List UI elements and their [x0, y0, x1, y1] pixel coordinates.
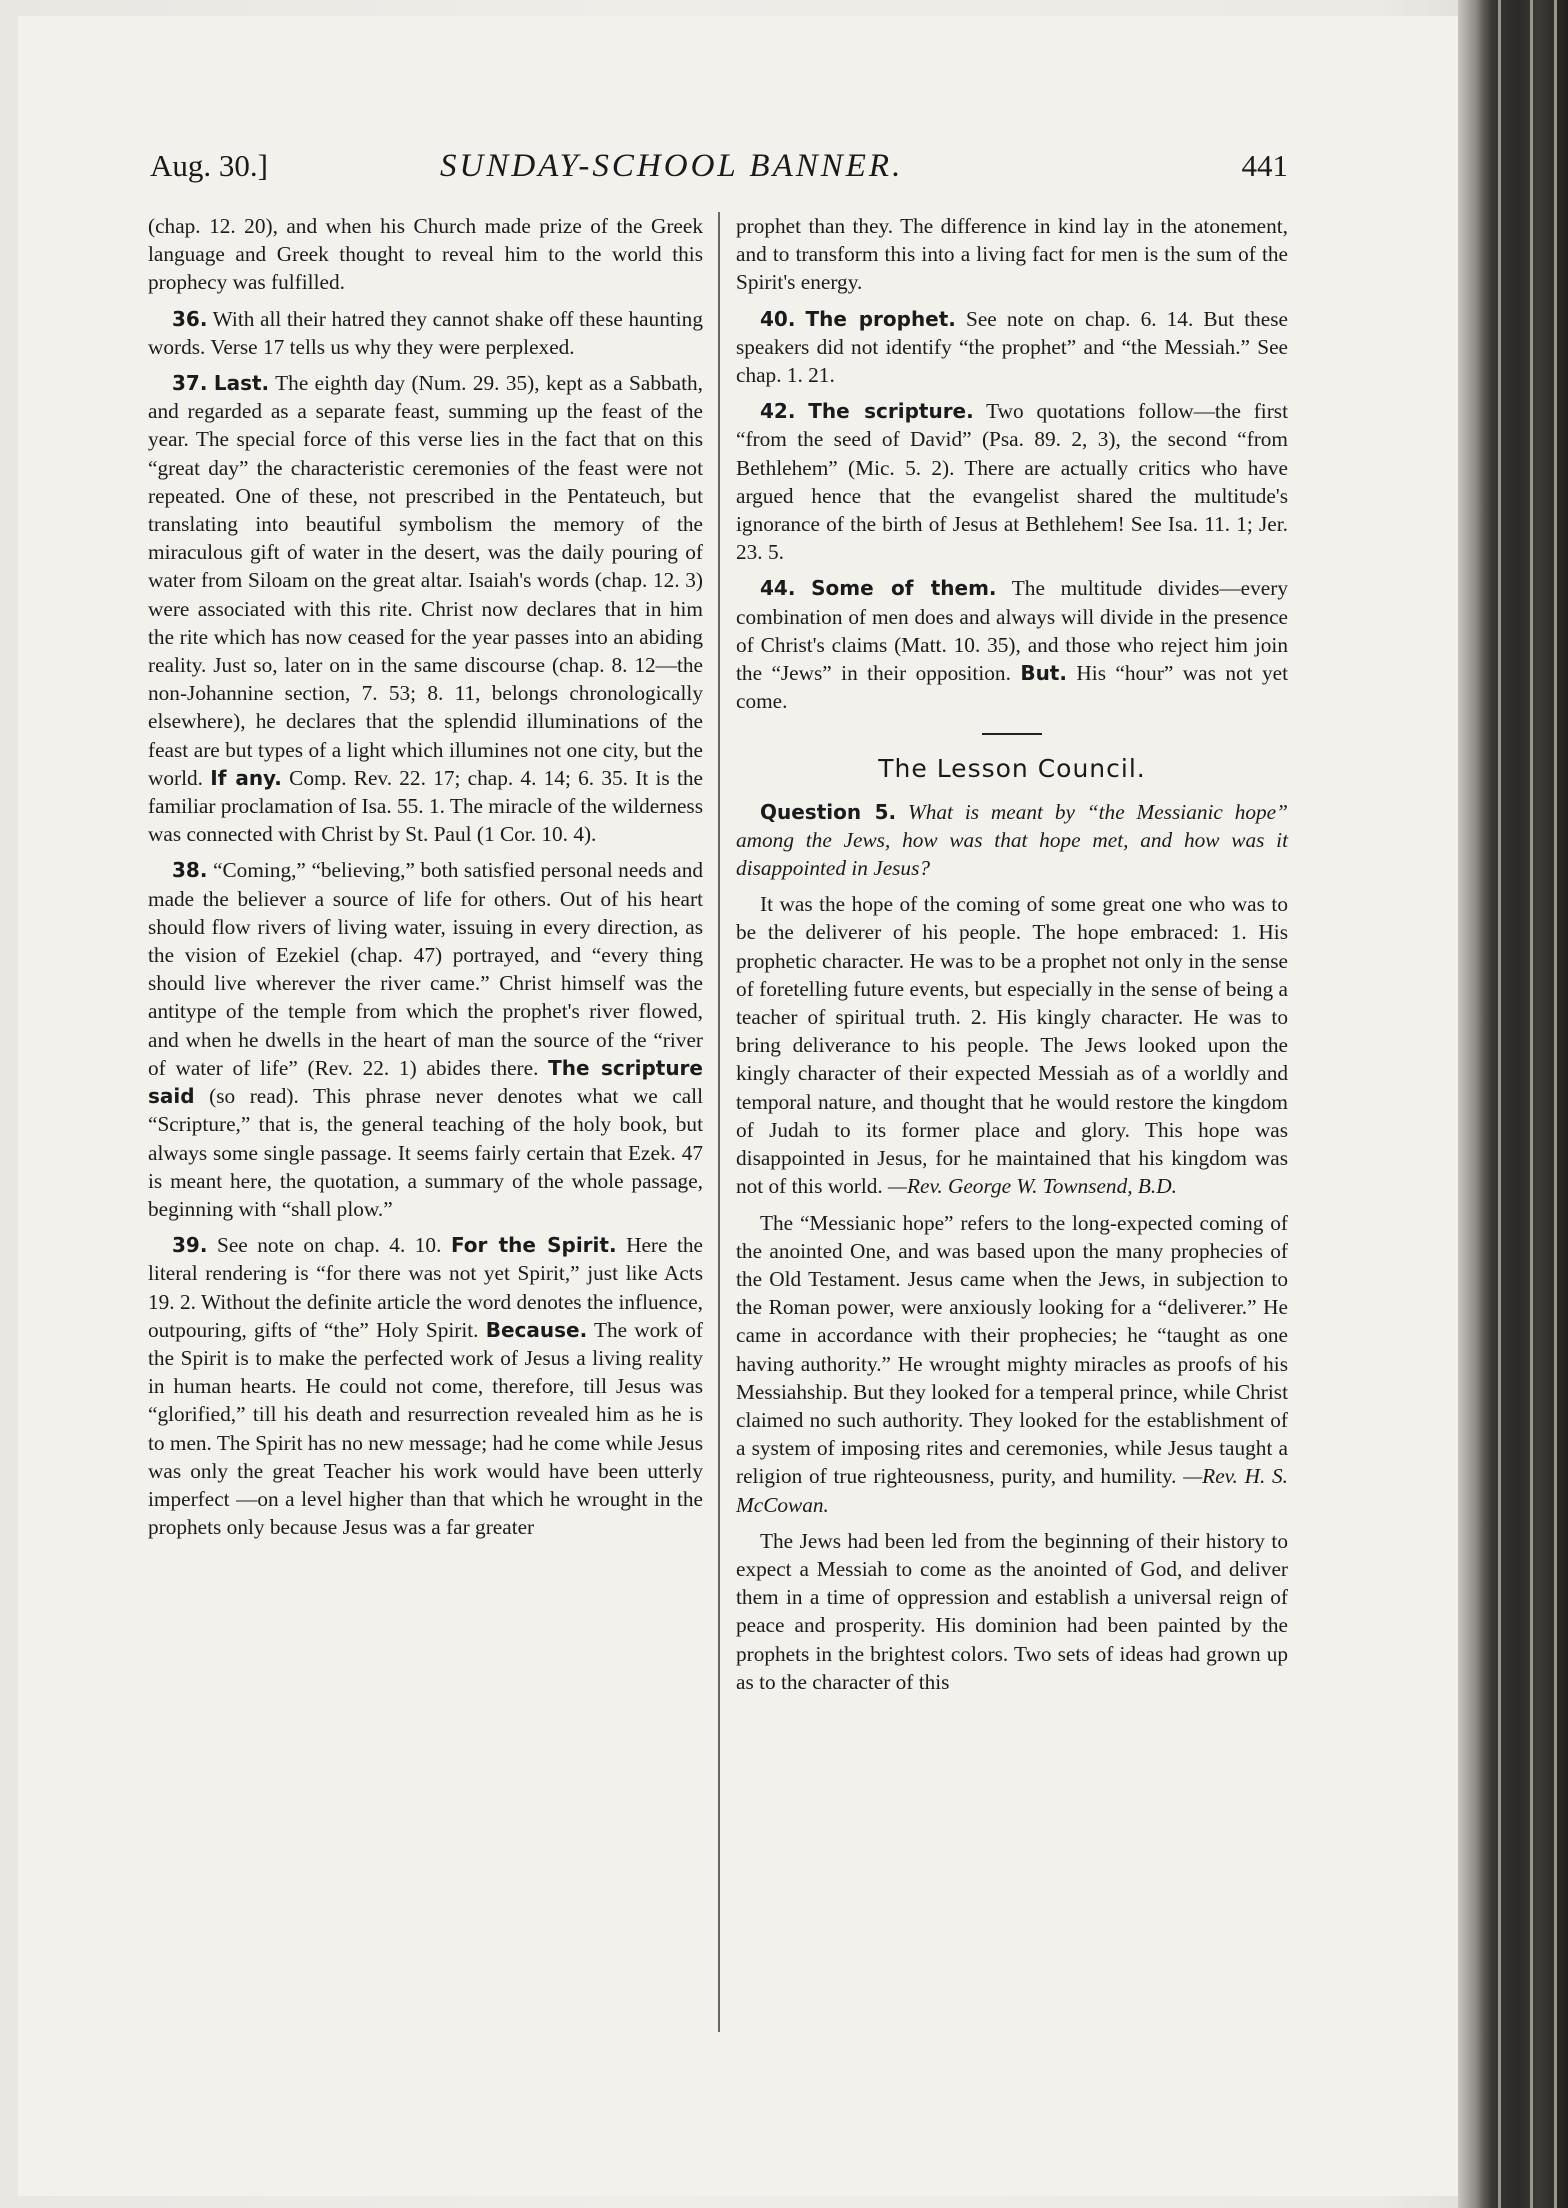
section-rule [982, 733, 1042, 735]
answer-third [736, 1527, 1288, 1696]
continued-paragraph: prophet than they. The difference in kind lay in the atonement, and to transform this into a living fact for men is the sum of the Spirit's energy. [736, 214, 1288, 295]
right-column [736, 212, 1288, 1704]
keyword: The prophet. [805, 306, 956, 331]
header-date: Aug. 30.] [150, 148, 268, 183]
verse-38-note [148, 856, 703, 1223]
keyword: The scripture said [148, 1055, 703, 1109]
keyword: For the Spirit. [450, 1233, 617, 1258]
keyword: Some of them. [811, 576, 997, 601]
verse-44-note [736, 574, 1288, 715]
note-text: His “hour” was not yet come. [736, 661, 1288, 714]
verse-42-note [736, 397, 1288, 566]
note-text: Here the literal rendering is “for there was not yet Spirit,” just like Acts 19. 2. Without the definite article the word denotes the influence, outpouring, gifts of “the” Holy Spirit. [148, 1233, 703, 1342]
note-text: The multitude divides—every combination of men does and always will divide in the presence of Christ's claims (Matt. 10. 35), and those who reject him join the “Jews” in their opposition. [736, 576, 1288, 686]
note-text: See note on chap. 4. 10. [216, 1233, 442, 1258]
note-text: With all their hatred they cannot shake off these haunting words. Verse 17 tells us why they were perplexed. [148, 306, 703, 359]
note-text: Two quotations follow—the first “from the seed of David” (Psa. 89. 2, 3), the second “from Bethlehem” (Mic. 5. 2). There are actually critics who have argued hence that the evangelist shared the multitude's ignorance of the birth of Jesus at Bethlehem! See Isa. 11. 1; Jer. 23. 5. [736, 399, 1289, 565]
answer-text: It was the hope of the coming of some great one who was to be the deliverer of his people. The hope embraced: 1. His prophetic character. He was to be a prophet not only in the sense of foretelling future events, but especially in the sense of being a teacher of spiritual truth. 2. His kingly character. He was to bring deliverance to his people. The Jews looked upon the kingly character of their expected Messiah as of a worldly and temporal nature, and thought that he would restore the kingdom of Judah to its former place and glory. This hope was disappointed in Jesus, for he maintained that his kingdom was not of this world. [736, 892, 1288, 1199]
keyword: If any. [210, 765, 282, 790]
keyword: Because. [485, 1317, 588, 1342]
note-text: “Coming,” “believing,” both satisfied personal needs and made the believer a source of life for others. Out of his heart should flow rivers of living water, issuing in every direction, as the vision of Ezekiel (chap. 47) portrayed, and “every thing should live wherever the river came.” Christ himself was the antitype of the temple from which the prophet's river flowed, and when he dwells in the heart of man the source of the “river of water of life” (Rev. 22. 1) abides there. [148, 858, 703, 1080]
note-text: The eighth day (Num. 29. 35), kept as a Sabbath, and regarded as a separate feast, summing up the feast of the year. The special force of this verse lies in the fact that on this “great day” the characteristic ceremonies of the feast were not repeated. One of these, not prescribed in the Pentateuch, but translating into beautiful symbolism the memory of the miraculous gift of water in the desert, was the daily pouring of water from Siloam on the great altar. Isaiah's words (chap. 12. 3) were associated with this rite. Christ now declares that in him the rite which has now ceased for the year passes into an abiding reality. Just so, later on in the same discourse (chap. 8. 12—the non-Johannine section, 7. 53; 8. 11, belongs chronologically elsewhere), he declares that the splendid illuminations of the feast are but types of a light which illumines not one city, but the world. [148, 371, 703, 790]
answer-author: —Rev. H. S. McCowan. [736, 1464, 1289, 1517]
note-text: (so read). This phrase never denotes what we call “Scripture,” that is, the general teaching of the holy book, but always some single passage. It seems fairly certain that Ezek. 47 is meant here, the quotation, a summary of the whole passage, beginning with “shall plow.” [148, 1084, 704, 1221]
verse-number: 42. [760, 399, 796, 424]
question-text: What is meant by “the Messianic hope” among the Jews, how was that hope met, and how was it disappointed in Jesus? [736, 799, 1288, 881]
verse-number: 39. [172, 1233, 208, 1258]
note-text: The work of the Spirit is to make the perfected work of Jesus a living reality in human hearts. He could not come, therefore, till Jesus was “glorified,” till his death and resurrection revealed him as he is to men. The Spirit has no new message; had he come while Jesus was only the great Teacher his work would have been utterly imperfect —on a level higher than that which he wrought in the prophets only because Jesus was a far greater [148, 1317, 703, 1540]
note-text: See note on chap. 6. 14. But these speakers did not identify “the prophet” and “the Messiah.” See chap. 1. 21. [736, 306, 1288, 388]
verse-40-note [736, 305, 1288, 390]
verse-39-note [148, 1231, 703, 1541]
keyword: Last. [213, 371, 270, 396]
question-label: Question 5. [760, 799, 897, 824]
note-text: Comp. Rev. 22. 17; chap. 4. 14; 6. 35. It is the familiar proclamation of Isa. 55. 1. The miracle of the wilderness was connected with Christ by St. Paul (1 Cor. 10. 4). [148, 765, 704, 847]
question-paragraph [736, 798, 1288, 883]
verse-number: 40. [760, 306, 796, 331]
page-number: 441 [1241, 148, 1288, 183]
verse-number: 37. [172, 371, 208, 396]
running-header [150, 148, 1288, 192]
book-spine-edge [1458, 0, 1568, 2208]
keyword: But. [1020, 661, 1067, 686]
intro-paragraph: (chap. 12. 20), and when his Church made prize of the Greek language and Greek thought to reveal him to the world this prophecy was fulfilled. [148, 214, 703, 295]
answer-author: —Rev. George W. Townsend, B.D. [888, 1174, 1177, 1199]
answer-text: The Jews had been led from the beginning of their history to expect a Messiah to come as the anointed of God, and deliver them in a time of oppression and establish a universal reign of peace and prosperity. His dominion had been painted by the prophets in the brightest colors. Two sets of ideas had grown up as to the character of this [736, 1528, 1288, 1694]
verse-number: 44. [760, 576, 796, 601]
keyword: The scripture. [808, 399, 974, 424]
column-divider [718, 212, 720, 2032]
answer-mccowan [736, 1209, 1288, 1519]
answer-townsend [736, 890, 1288, 1200]
verse-number: 38. [172, 858, 208, 883]
verse-number: 36. [172, 306, 208, 331]
publication-title: SUNDAY-SCHOOL BANNER. [440, 148, 904, 184]
lesson-council-heading: The Lesson Council. [878, 754, 1146, 784]
left-column [148, 212, 703, 1549]
verse-37-note [148, 369, 703, 848]
answer-text: The “Messianic hope” refers to the long-expected coming of the anointed One, and was based upon the many prophecies of the Old Testament. Jesus came when the Jews, in subjection to the Roman power, were anxiously looking for a “deliverer.” He came in accordance with their prophecies; he “taught as one having authority.” He wrought mighty miracles as proofs of his Messiahship. But they looked for a temperal prince, while Christ claimed no such authority. They looked for the establishment of a system of imposing rites and ceremonies, while Jesus taught a religion of true righteousness, purity, and humility. [736, 1210, 1288, 1489]
verse-36-note [148, 305, 703, 361]
